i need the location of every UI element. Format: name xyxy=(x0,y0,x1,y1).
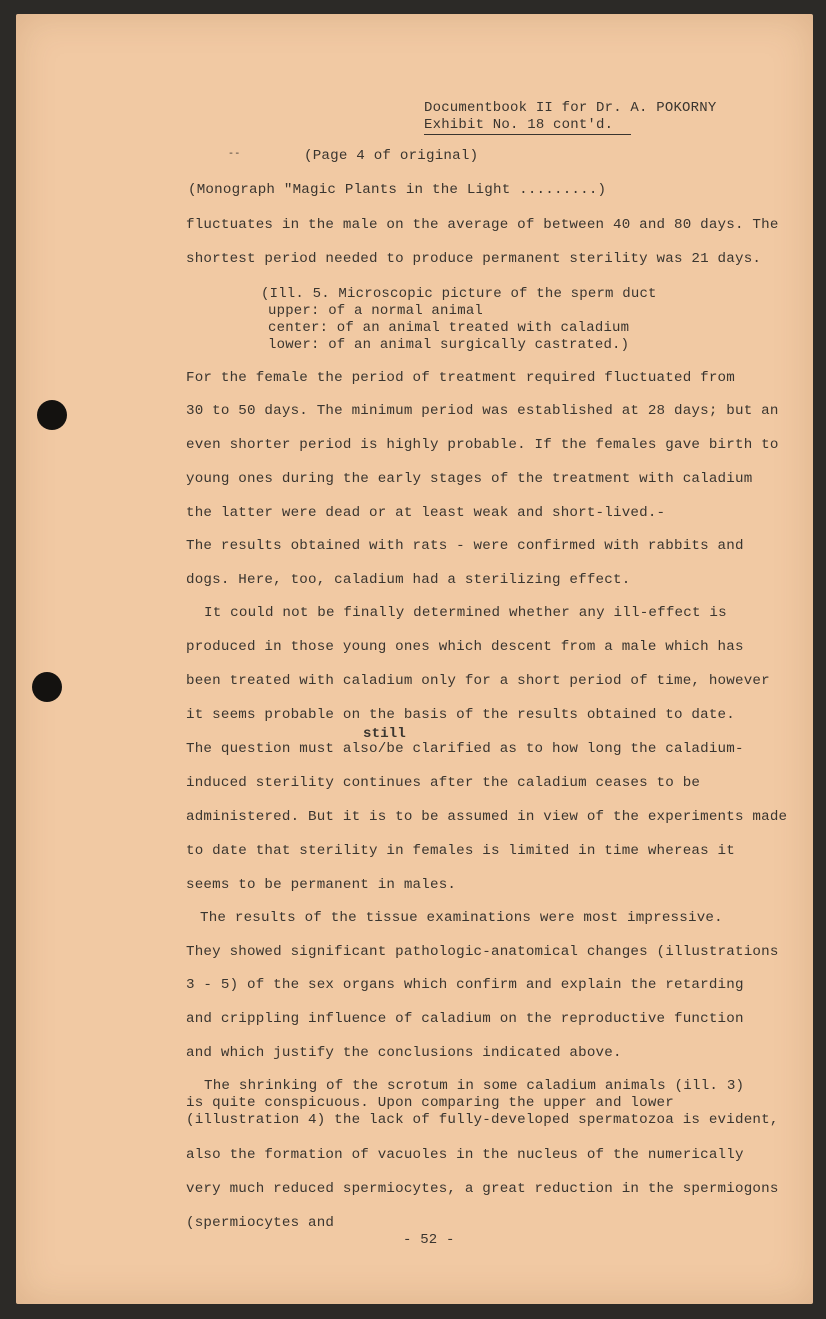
paragraph-line: also the formation of vacuoles in the nucleus of the numerically xyxy=(186,1147,744,1163)
page-number: - 52 - xyxy=(403,1232,455,1248)
header-line-1: Documentbook II for Dr. A. POKORNY xyxy=(424,100,717,116)
illustration-caption: upper: of a normal animal xyxy=(268,303,484,319)
paragraph-line: produced in those young ones which descent from a male which has xyxy=(186,639,744,655)
paragraph-line: 3 - 5) of the sex organs which confirm and explain the retarding xyxy=(186,977,744,993)
header-line-2: Exhibit No. 18 cont'd. xyxy=(424,117,631,135)
paragraph-line: to date that sterility in females is limited in time whereas it xyxy=(186,843,735,859)
paragraph-line: The results obtained with rats - were confirmed with rabbits and xyxy=(186,538,744,554)
paragraph-line: induced sterility continues after the caladium ceases to be xyxy=(186,775,701,791)
monograph-title: (Monograph "Magic Plants in the Light .........) xyxy=(188,182,607,198)
paragraph-line: For the female the period of treatment required fluctuated from xyxy=(186,370,735,386)
document-page xyxy=(16,14,813,1304)
paragraph-line: the latter were dead or at least weak and short-lived.- xyxy=(186,505,666,521)
paragraph-line: The results of the tissue examinations were most impressive. xyxy=(200,910,723,926)
paragraph-line: 30 to 50 days. The minimum period was established at 28 days; but an xyxy=(186,403,779,419)
paragraph-line: seems to be permanent in males. xyxy=(186,877,457,893)
paragraph-line: (spermiocytes and xyxy=(186,1215,335,1231)
punch-hole-top xyxy=(37,400,67,430)
paragraph-line: and crippling influence of caladium on the reproductive function xyxy=(186,1011,744,1027)
paragraph-line: administered. But it is to be assumed in view of the experiments made xyxy=(186,809,788,825)
illustration-caption: lower: of an animal surgically castrated.) xyxy=(268,337,630,353)
paragraph-line: dogs. Here, too, caladium had a sterilizing effect. xyxy=(186,572,631,588)
paragraph-line: is quite conspicuous. Upon comparing the upper and lower xyxy=(186,1095,674,1111)
paragraph-line: The question must also/be clarified as to how long the caladium- xyxy=(186,741,744,757)
dash-mark: -- xyxy=(228,149,241,160)
paragraph-line: (illustration 4) the lack of fully-developed spermatozoa is evident, xyxy=(186,1112,779,1128)
still-insertion: still xyxy=(363,726,407,742)
paragraph-line: it seems probable on the basis of the results obtained to date. xyxy=(186,707,735,723)
intro-line: fluctuates in the male on the average of between 40 and 80 days. The xyxy=(186,217,779,233)
intro-line: shortest period needed to produce permanent sterility was 21 days. xyxy=(186,251,762,267)
page-of-original: (Page 4 of original) xyxy=(304,148,479,164)
paragraph-line: young ones during the early stages of the treatment with caladium xyxy=(186,471,753,487)
paragraph-line: They showed significant pathologic-anatomical changes (illustrations xyxy=(186,944,779,960)
paragraph-line: been treated with caladium only for a short period of time, however xyxy=(186,673,770,689)
paragraph-line: The shrinking of the scrotum in some caladium animals (ill. 3) xyxy=(204,1078,745,1094)
paragraph-line: even shorter period is highly probable. If the females gave birth to xyxy=(186,437,779,453)
paragraph-line: It could not be finally determined whether any ill-effect is xyxy=(204,605,727,621)
paragraph-line: and which justify the conclusions indicated above. xyxy=(186,1045,622,1061)
illustration-caption: center: of an animal treated with caladium xyxy=(268,320,630,336)
illustration-caption: (Ill. 5. Microscopic picture of the sperm duct xyxy=(261,286,657,302)
paragraph-line: very much reduced spermiocytes, a great reduction in the spermiogons xyxy=(186,1181,779,1197)
punch-hole-bottom xyxy=(32,672,62,702)
